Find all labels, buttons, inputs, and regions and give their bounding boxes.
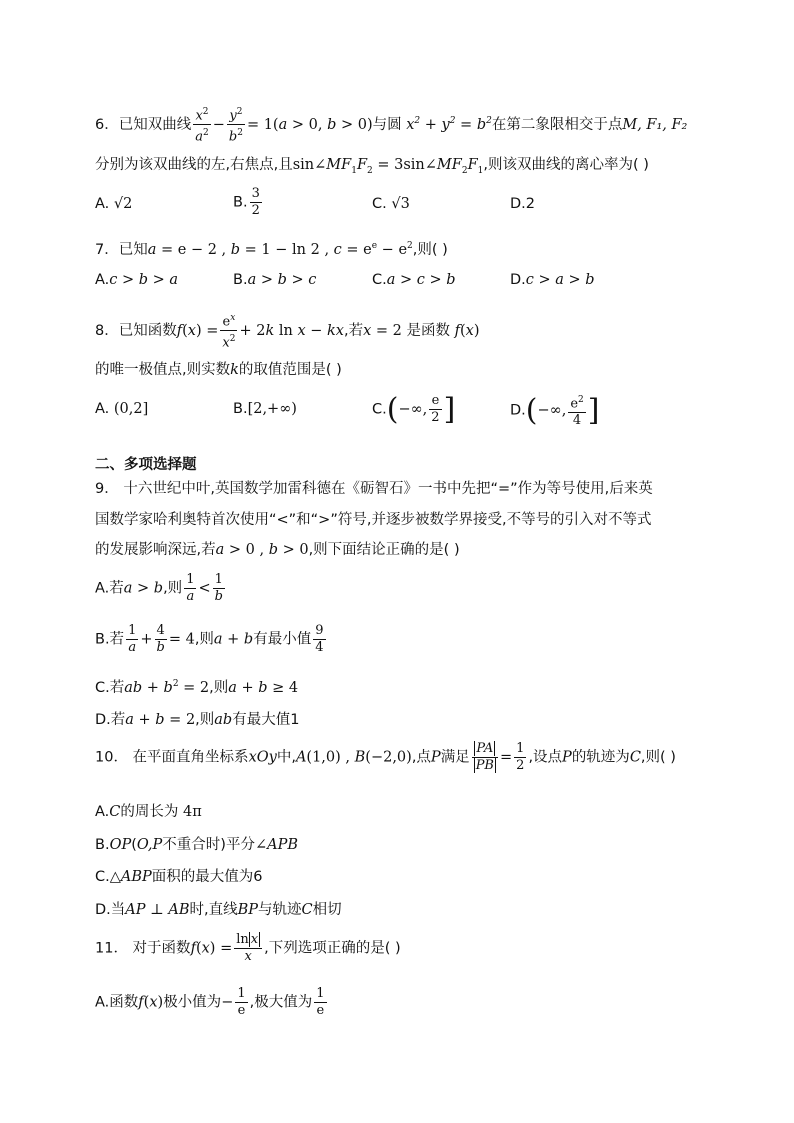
question-7-line-1: 7．已知a = e − 2 , b = 1 − ln 2 , $c = e^e - e^2$,则( ) [95,241,448,258]
option-b: B.a > b > c [233,272,317,288]
question-9-line-2: 国数学家哈利奥特首次使用“<”和“>”符号,并逐步被数学界接受,不等号的引入对不等式 [95,512,652,528]
question-6-line-2: 分别为该双曲线的左,右焦点,且$\sin\angle MF_1F_2$ = $3\sin\angle MF_2F_1$,则该双曲线的离心率为( ) [95,157,649,176]
fraction: $\frac{x^2}{a^2}$ [193,104,211,146]
question-number: 6． [95,116,119,133]
option-a: A. √2 [95,196,133,212]
option-c: C.(−∞, $\frac{e}{2}$ ] [372,392,456,427]
question-11-line-1: 11． 对于函数f(x) = $\frac{\text{ln x}}{x}$ ,下列选项正确的是( ) [95,932,401,964]
option-d: D.c > a > b [510,272,595,288]
option-a: A.函数f(x)极小值为− $\frac{1}{e}$ ,极大值为 $\frac{1}{e}$ [95,986,325,1018]
question-6-line-1: 6．已知双曲线 $\frac{x^2}{a^2}$ − $\frac{y^2}{b^2}$ = 1(a > 0, b > 0)与圆 $x^2 + y^2 = b^2$在第二象限相交于点M, F₁, F₂ [95,104,687,146]
question-text: 与圆 [372,116,402,133]
question-text: 分别为该双曲线的左,右焦点,且 [95,157,293,173]
point-labels: M, F₁, F₂ [622,116,688,133]
option-a: A.C的周长为 4π [95,804,202,820]
option-c: C.若ab + $b^2 = 2$,则a + b ≥ 4 [95,679,299,696]
option-a: A.c > b > a [95,272,179,288]
question-9-line-3: 的发展影响深远,若a > 0 , b > 0,则下面结论正确的是( ) [95,542,460,558]
fraction: $\frac{y^2}{b^2}$ [227,104,245,146]
option-b: B.若 $\frac{1}{a}$ + $\frac{4}{b}$ = 4,则a + b有最小值 $\frac{9}{4}$ [95,623,324,655]
option-d: D.(−∞, $\frac{e^2}{4}$ ] [510,393,600,429]
question-10-line-1: 10． 在平面直角坐标系xOy中,A(1,0) , B(−2,0),点P满足 $\frac{PA}{PB}$ = $\frac{1}{2}$ ,设点P的轨迹为C,则( ) [95,741,676,773]
question-text: 已知双曲线 [118,116,192,133]
option-b: B.OP(O,P不重合时)平分∠APB [95,837,299,853]
question-9-line-1: 9． 十六世纪中叶,英国数学加雷科德在《砺智石》一书中先把“=”作为等号使用,后来英 [95,481,653,497]
question-text: 在第二象限相交于点 [491,116,623,133]
option-a: A.若a > b,则 $\frac{1}{a}$ < $\frac{1}{b}$ [95,572,223,604]
option-b: B.[2,+∞) [233,401,297,417]
question-8-line-1: 8．已知函数f(x) = $\frac{e^x}{x^2}$ + 2k ln x − kx,若x = 2 是函数 f(x) [95,310,480,352]
section-heading: 二、多项选择题 [95,457,197,473]
option-d: D.若a + b = 2,则ab有最大值1 [95,712,300,728]
option-d: D.当AP ⊥ AB时,直线BP与轨迹C相切 [95,902,342,918]
option-c: C.△ABP面积的最大值为6 [95,869,263,885]
option-b: B. $\frac{3}{2}$ [233,186,260,218]
question-8-line-2: 的唯一极值点,则实数k的取值范围是( ) [95,362,342,378]
question-text: ,则该双曲线的离心率为( ) [483,157,649,173]
option-c: C. √3 [372,196,410,212]
option-d: D.2 [510,196,535,212]
option-c: C.a > c > b [372,272,456,288]
option-a: A. (0,2] [95,401,149,417]
